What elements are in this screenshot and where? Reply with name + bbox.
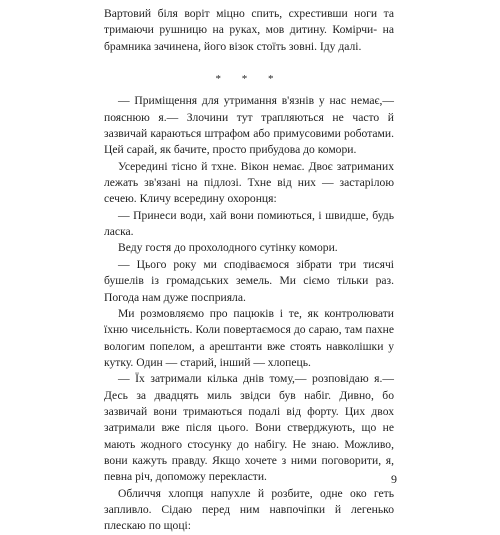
paragraph: — Цього року ми сподіваємося зібрати три тисячі бушелів із громадських земель. Ми сіємо тільки раз. Погода нам дуже посприяла. — [104, 257, 394, 304]
paragraph: — Приміщення для утримання в'язнів у нас немає,— пояснюю я.— Злочини тут трапляються не часто й зазвичай караються штрафом або примусовими роботами. Цей сарай, як бачите, просто прибудова до комори. — [104, 94, 394, 157]
page-body — [104, 6, 394, 535]
paragraph: — Принеси води, хай вони помиються, і швидше, будь ласка. — [104, 208, 394, 239]
page-number: 9 — [391, 472, 397, 486]
section-separator: * * * — [215, 73, 283, 86]
paragraph: — Їх затримали кілька днів тому,— розповідаю я.— Десь за двадцять миль звідси був набіг. Дивно, бо зазвичай вони тримаються подалі від форту. Цих двох затримали вже після цього. Вони стверджують, що не мають жодного стосунку до набігу. Не знаю. Можливо, вони кажуть правду. Якщо хочете з ними поговорити, я, певна річ, допоможу перекласти. — [104, 372, 394, 484]
paragraph: Ми розмовляємо про пацюків і те, як контролювати їхню чисельність. Коли повертаємося до сараю, там пахне вологим попелом, а арештанти вже стоять навколішки у кутку. Один — старий, інший — хлопець. — [104, 306, 394, 369]
paragraph: Обличчя хлопця напухле й розбите, одне око геть запливло. Сідаю перед ним навпочіпки й легенько плескаю по щоці: — [104, 486, 394, 533]
text-line: Вартовий біля воріт міцно спить, схрестивши ноги — [104, 7, 378, 20]
paragraph: Веду гостя до прохолодного сутінку комори. — [118, 241, 338, 255]
text-line: та тримаючи рушницю на руках, мов дитину. Комірчи- — [104, 7, 394, 37]
text-line: на брамника зачинена, його візок стоїть зовні. Іду далі. — [104, 23, 395, 53]
opening-paragraph — [104, 6, 394, 55]
paragraph: Усередині тісно й тхне. Вікон немає. Двоє затриманих лежать зв'язані на підлозі. Тхне від них — застарілою сечею. Кличу всередину охоронця: — [104, 159, 394, 206]
